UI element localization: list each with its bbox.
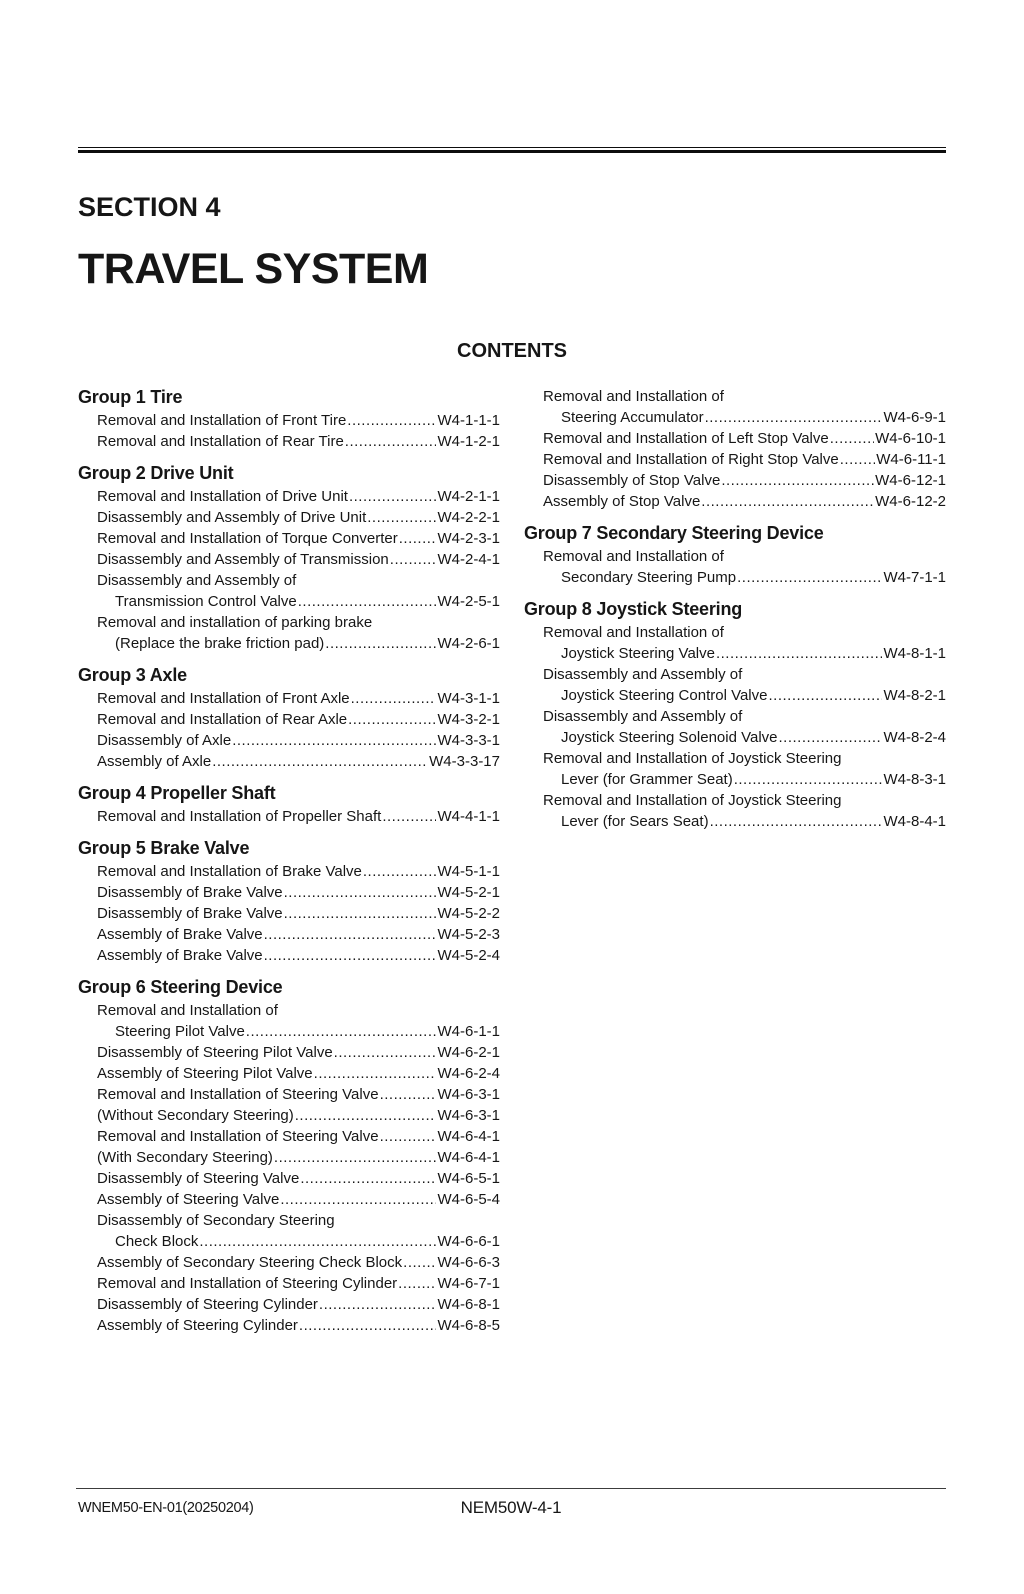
toc-item-title: Disassembly of Steering Cylinder <box>97 1296 318 1313</box>
toc-group-title: Group 2 Drive Unit <box>78 463 234 483</box>
toc-item <box>78 1252 500 1273</box>
dot-leader <box>264 924 437 945</box>
toc-group-title: Group 1 Tire <box>78 387 183 407</box>
dot-leader <box>300 1168 436 1189</box>
dot-leader <box>398 1273 436 1294</box>
toc-item <box>78 903 500 924</box>
footer-row <box>76 1498 946 1520</box>
toc-item-line <box>78 1315 500 1336</box>
toc-item-lead: Removal and Installation of <box>543 388 724 405</box>
toc-item <box>78 924 500 945</box>
dot-leader <box>280 1189 436 1210</box>
toc-item-line <box>78 1084 500 1105</box>
dot-leader <box>284 903 437 924</box>
toc-item-title: Disassembly of Steering Valve <box>97 1170 300 1187</box>
toc-item-line <box>78 1063 500 1084</box>
dot-leader <box>314 1063 437 1084</box>
toc-item-line <box>78 924 500 945</box>
toc-group <box>78 386 500 452</box>
toc-item-line <box>78 1042 500 1063</box>
toc-item-line <box>78 861 500 882</box>
toc-item-line <box>78 1273 500 1294</box>
toc-item-line <box>78 486 500 507</box>
toc-page-ref: W4-6-5-4 <box>437 1191 500 1208</box>
toc-page-ref: W4-6-12-1 <box>875 472 946 489</box>
toc-item-line <box>78 633 500 654</box>
dot-leader <box>382 806 436 827</box>
dot-leader <box>232 730 436 751</box>
dot-leader <box>363 861 437 882</box>
toc-item-line <box>78 730 500 751</box>
dot-leader <box>212 751 428 772</box>
toc-item <box>524 470 946 491</box>
toc-column-1 <box>78 386 500 1336</box>
toc-item <box>78 507 500 528</box>
toc-item-lead: Disassembly and Assembly of <box>543 708 743 725</box>
dot-leader <box>710 811 883 832</box>
toc-item-title: Steering Accumulator <box>561 409 704 426</box>
toc-item-title: Joystick Steering Valve <box>561 645 715 662</box>
toc-item <box>524 491 946 512</box>
toc-item <box>524 622 946 664</box>
dot-leader <box>830 428 874 449</box>
toc-item-title: Removal and Installation of Steering Valve <box>97 1128 379 1145</box>
toc-item-title: Joystick Steering Solenoid Valve <box>561 729 778 746</box>
toc-item-lead: Removal and Installation of <box>97 1002 278 1019</box>
toc-item-title: (Replace the brake friction pad) <box>115 635 325 652</box>
toc-group-title: Group 4 Propeller Shaft <box>78 783 276 803</box>
dot-leader <box>347 410 436 431</box>
toc-item <box>78 945 500 966</box>
toc-item-line <box>78 1189 500 1210</box>
toc-page-ref: W4-6-10-1 <box>875 430 946 447</box>
toc-page-ref: W4-5-2-1 <box>437 884 500 901</box>
toc-item-title: Disassembly of Stop Valve <box>543 472 721 489</box>
dot-leader <box>199 1231 436 1252</box>
footer-page-number: NEM50W-4-1 <box>460 1498 562 1517</box>
toc-page-ref: W4-6-2-1 <box>437 1044 500 1061</box>
toc-item-lead: Removal and Installation of <box>543 548 724 565</box>
toc-item <box>524 748 946 790</box>
section-label: SECTION 4 <box>78 192 221 222</box>
toc-page-ref: W4-4-1-1 <box>437 808 500 825</box>
toc-group <box>524 522 946 588</box>
toc-item <box>524 664 946 706</box>
toc-item-title: (With Secondary Steering) <box>97 1149 273 1166</box>
toc-item-line <box>78 431 500 452</box>
toc-item <box>524 428 946 449</box>
toc-item <box>78 431 500 452</box>
toc-item-title: Disassembly and Assembly of Drive Unit <box>97 509 367 526</box>
toc-group <box>78 462 500 654</box>
toc-page-ref: W4-2-1-1 <box>437 488 500 505</box>
toc-item-line <box>78 1126 500 1147</box>
toc-item-line <box>78 591 500 612</box>
toc-item <box>78 1063 500 1084</box>
header-double-rule <box>78 147 946 153</box>
toc-item <box>524 706 946 748</box>
toc-item <box>524 546 946 588</box>
toc-page-ref: W4-6-4-1 <box>437 1128 500 1145</box>
toc-page-ref: W4-8-3-1 <box>883 771 946 788</box>
toc-item <box>78 1126 500 1147</box>
dot-leader <box>380 1126 437 1147</box>
toc-item-line <box>78 1294 500 1315</box>
toc-item <box>78 730 500 751</box>
dot-leader <box>367 507 436 528</box>
contents-heading: CONTENTS <box>457 340 567 362</box>
toc-item <box>78 1000 500 1042</box>
toc-item-line <box>78 945 500 966</box>
toc-item-line <box>78 1147 500 1168</box>
toc-item-lead: Removal and Installation of Joystick Steering <box>543 792 842 809</box>
toc-item <box>524 386 946 428</box>
toc-item <box>78 751 500 772</box>
toc-item-title: Assembly of Brake Valve <box>97 947 263 964</box>
toc-item-title: Removal and Installation of Front Axle <box>97 690 350 707</box>
dot-leader <box>390 549 437 570</box>
toc-page-ref: W4-3-3-17 <box>429 753 500 770</box>
toc-page-ref: W4-1-1-1 <box>437 412 500 429</box>
toc-group-title: Group 3 Axle <box>78 665 187 685</box>
toc-item-line <box>524 407 946 428</box>
toc-item <box>78 1315 500 1336</box>
dot-leader <box>319 1294 437 1315</box>
toc-page-ref: W4-6-4-1 <box>437 1149 500 1166</box>
toc-page-ref: W4-6-9-1 <box>883 409 946 426</box>
toc-item-line <box>524 769 946 790</box>
dot-leader <box>779 727 883 748</box>
toc-item-line <box>524 567 946 588</box>
toc-item-title: Assembly of Secondary Steering Check Block <box>97 1254 403 1271</box>
toc-item <box>78 1168 500 1189</box>
toc-item-title: Removal and Installation of Propeller Shaft <box>97 808 382 825</box>
dot-leader <box>284 882 437 903</box>
toc-item-line <box>78 751 500 772</box>
toc-group-title: Group 5 Brake Valve <box>78 838 250 858</box>
toc-item-line <box>78 1231 500 1252</box>
toc-item-line <box>524 470 946 491</box>
toc-item-title: Assembly of Steering Cylinder <box>97 1317 298 1334</box>
toc-item-line <box>78 1168 500 1189</box>
toc-item-title: Disassembly and Assembly of Transmission <box>97 551 389 568</box>
footer-rule <box>76 1488 946 1489</box>
toc-item-title: Assembly of Steering Pilot Valve <box>97 1065 313 1082</box>
toc-item-title: Joystick Steering Control Valve <box>561 687 768 704</box>
toc-page-ref: W4-5-2-4 <box>437 947 500 964</box>
toc-item-line <box>524 727 946 748</box>
toc-item-title: Assembly of Brake Valve <box>97 926 263 943</box>
toc-item <box>78 1042 500 1063</box>
toc-item-lead: Disassembly and Assembly of <box>543 666 743 683</box>
toc-group <box>78 664 500 772</box>
toc-page-ref: W4-7-1-1 <box>883 569 946 586</box>
dot-leader <box>325 633 436 654</box>
toc-item-line <box>78 507 500 528</box>
toc-page-ref: W4-6-11-1 <box>876 451 946 468</box>
toc-page-ref: W4-6-6-3 <box>437 1254 500 1271</box>
dot-leader <box>299 1315 437 1336</box>
toc-page-ref: W4-3-3-1 <box>437 732 500 749</box>
dot-leader <box>345 431 437 452</box>
toc-item <box>78 709 500 730</box>
toc-page-ref: W4-6-1-1 <box>437 1023 500 1040</box>
toc-page-ref: W4-8-2-1 <box>883 687 946 704</box>
toc-item-title: Assembly of Steering Valve <box>97 1191 280 1208</box>
toc-item-title: Disassembly of Steering Pilot Valve <box>97 1044 333 1061</box>
dot-leader <box>334 1042 437 1063</box>
dot-leader <box>274 1147 437 1168</box>
toc-group <box>78 837 500 966</box>
toc-item-title: Removal and Installation of Right Stop Valve <box>543 451 839 468</box>
toc-item-title: Removal and Installation of Steering Cylinder <box>97 1275 398 1292</box>
toc-item-title: Removal and Installation of Steering Valve <box>97 1086 379 1103</box>
toc-item-line <box>78 903 500 924</box>
toc-item <box>78 1147 500 1168</box>
toc-page-ref: W4-2-5-1 <box>437 593 500 610</box>
dot-leader <box>298 591 437 612</box>
dot-leader <box>705 407 883 428</box>
toc-page-ref: W4-2-2-1 <box>437 509 500 526</box>
toc-page-ref: W4-6-12-2 <box>875 493 946 510</box>
toc-item-title: Transmission Control Valve <box>115 593 297 610</box>
toc-item-line <box>524 685 946 706</box>
dot-leader <box>399 528 437 549</box>
dot-leader <box>737 567 882 588</box>
toc-item-line <box>524 491 946 512</box>
toc-item-title: Removal and Installation of Rear Tire <box>97 433 344 450</box>
dot-leader <box>295 1105 437 1126</box>
toc-page-ref: W4-8-2-4 <box>883 729 946 746</box>
toc-page-ref: W4-3-2-1 <box>437 711 500 728</box>
toc-group-title: Group 6 Steering Device <box>78 977 283 997</box>
toc-item-lead: Removal and Installation of Joystick Steering <box>543 750 842 767</box>
toc-item-title: Disassembly of Brake Valve <box>97 905 283 922</box>
toc-page-ref: W4-2-4-1 <box>437 551 500 568</box>
toc-item-line <box>78 528 500 549</box>
toc-item-lead: Removal and installation of parking brake <box>97 614 373 631</box>
toc-item-title: Disassembly of Brake Valve <box>97 884 283 901</box>
toc-group-title: Group 8 Joystick Steering <box>524 599 743 619</box>
dot-leader <box>351 688 437 709</box>
toc-column-2 <box>524 386 946 1336</box>
dot-leader <box>349 486 437 507</box>
toc-item <box>78 410 500 431</box>
toc-item <box>78 570 500 612</box>
toc-item-line <box>524 643 946 664</box>
toc-item-line <box>78 549 500 570</box>
dot-leader <box>348 709 436 730</box>
toc-item-title: Disassembly of Axle <box>97 732 232 749</box>
toc-item-title: Check Block <box>115 1233 199 1250</box>
toc-item-title: Removal and Installation of Drive Unit <box>97 488 348 505</box>
toc-item <box>78 612 500 654</box>
toc-item-title: Lever (for Grammer Seat) <box>561 771 733 788</box>
toc-item-title: Removal and Installation of Brake Valve <box>97 863 362 880</box>
toc-item-line <box>524 449 946 470</box>
toc-item <box>78 1189 500 1210</box>
dot-leader <box>403 1252 436 1273</box>
toc-page-ref: W4-6-8-5 <box>437 1317 500 1334</box>
toc-item-title: Secondary Steering Pump <box>561 569 737 586</box>
toc-page-ref: W4-6-3-1 <box>437 1086 500 1103</box>
dot-leader <box>701 491 874 512</box>
toc-item-line <box>78 1252 500 1273</box>
toc-item-lead: Removal and Installation of <box>543 624 724 641</box>
toc-item-line <box>524 428 946 449</box>
toc-item <box>78 882 500 903</box>
toc-item-title: Removal and Installation of Left Stop Valve <box>543 430 829 447</box>
toc-page-ref: W4-6-6-1 <box>437 1233 500 1250</box>
toc-page-ref: W4-8-4-1 <box>883 813 946 830</box>
toc-page-ref: W4-6-5-1 <box>437 1170 500 1187</box>
dot-leader <box>840 449 876 470</box>
toc-page-ref: W4-5-1-1 <box>437 863 500 880</box>
toc-item-line <box>78 709 500 730</box>
footer-document-code: WNEM50-EN-01(20250204) <box>78 1500 254 1516</box>
toc-item-line <box>78 410 500 431</box>
toc-item <box>78 1273 500 1294</box>
toc-item-line <box>78 882 500 903</box>
toc-page-ref: W4-5-2-3 <box>437 926 500 943</box>
toc-item-title: (Without Secondary Steering) <box>97 1107 294 1124</box>
toc-group <box>524 598 946 832</box>
toc-group <box>78 976 500 1336</box>
toc-group <box>524 386 946 512</box>
toc-page-ref: W4-6-2-4 <box>437 1065 500 1082</box>
toc-item-lead: Disassembly of Secondary Steering <box>97 1212 335 1229</box>
toc-item-title: Lever (for Sears Seat) <box>561 813 709 830</box>
toc-item-line <box>524 811 946 832</box>
toc-item <box>78 1294 500 1315</box>
toc-item-line <box>78 688 500 709</box>
toc-item <box>78 688 500 709</box>
toc-item <box>78 486 500 507</box>
toc-item <box>78 549 500 570</box>
toc-item-title: Steering Pilot Valve <box>115 1023 245 1040</box>
toc <box>78 386 946 1336</box>
toc-page-ref: W4-5-2-2 <box>437 905 500 922</box>
toc-item-line <box>78 806 500 827</box>
dot-leader <box>734 769 883 790</box>
toc-page-ref: W4-3-1-1 <box>437 690 500 707</box>
toc-item <box>524 449 946 470</box>
toc-item <box>78 861 500 882</box>
toc-item-title: Removal and Installation of Front Tire <box>97 412 347 429</box>
toc-group-title: Group 7 Secondary Steering Device <box>524 523 824 543</box>
manual-page <box>0 147 1024 1336</box>
toc-item-line <box>78 1021 500 1042</box>
toc-item-title: Removal and Installation of Rear Axle <box>97 711 348 728</box>
toc-item <box>78 806 500 827</box>
toc-page-ref: W4-6-3-1 <box>437 1107 500 1124</box>
toc-page-ref: W4-6-8-1 <box>437 1296 500 1313</box>
dot-leader <box>768 685 882 706</box>
toc-page-ref: W4-8-1-1 <box>883 645 946 662</box>
page-title: TRAVEL SYSTEM <box>78 245 429 293</box>
toc-item <box>78 1105 500 1126</box>
toc-page-ref: W4-6-7-1 <box>437 1275 500 1292</box>
toc-page-ref: W4-2-3-1 <box>437 530 500 547</box>
toc-item-lead: Disassembly and Assembly of <box>97 572 297 589</box>
toc-item-line <box>78 1105 500 1126</box>
dot-leader <box>716 643 883 664</box>
toc-item <box>78 1084 500 1105</box>
toc-item <box>524 790 946 832</box>
toc-page-ref: W4-1-2-1 <box>437 433 500 450</box>
toc-item-title: Assembly of Stop Valve <box>543 493 701 510</box>
dot-leader <box>721 470 874 491</box>
toc-item <box>78 1210 500 1252</box>
toc-group <box>78 782 500 827</box>
page-footer <box>76 1488 946 1520</box>
toc-item-title: Removal and Installation of Torque Converter <box>97 530 398 547</box>
toc-page-ref: W4-2-6-1 <box>437 635 500 652</box>
dot-leader <box>380 1084 437 1105</box>
toc-item <box>78 528 500 549</box>
dot-leader <box>246 1021 437 1042</box>
toc-item-title: Assembly of Axle <box>97 753 212 770</box>
dot-leader <box>264 945 437 966</box>
